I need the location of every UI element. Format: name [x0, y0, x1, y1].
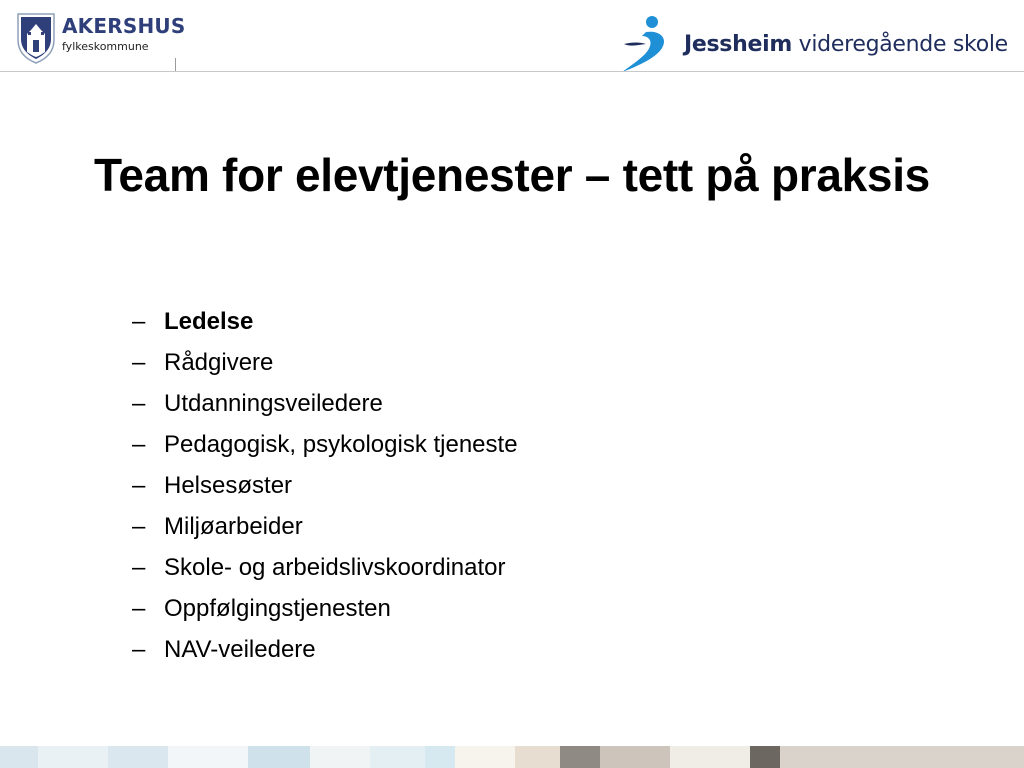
- list-item: [132, 424, 518, 465]
- list-item-text: Pedagogisk, psykologisk tjeneste: [164, 431, 518, 458]
- bullet-list: [132, 301, 518, 670]
- header-divider: [0, 71, 1024, 72]
- akershus-subtitle: fylkeskommune: [62, 40, 149, 53]
- logo-divider: [175, 58, 176, 72]
- footer-strip-segment: [560, 746, 600, 768]
- footer-strip-segment: [455, 746, 515, 768]
- footer-strip-segment: [310, 746, 370, 768]
- footer-strip-segment: [38, 746, 108, 768]
- footer-strip-segment: [515, 746, 560, 768]
- list-item: [132, 588, 518, 629]
- bullet-dash: –: [132, 349, 146, 376]
- jessheim-figure-icon: [618, 14, 678, 74]
- footer-strip-segment: [425, 746, 455, 768]
- list-item-text: Skole- og arbeidslivskoordinator: [164, 554, 506, 581]
- footer-photo-strip: [0, 746, 1024, 768]
- jessheim-name-rest: videregående skole: [791, 32, 1008, 57]
- list-item: [132, 301, 518, 342]
- bullet-dash: –: [132, 431, 146, 458]
- bullet-dash: –: [132, 513, 146, 540]
- slide-header: [0, 0, 1024, 74]
- list-item: [132, 547, 518, 588]
- bullet-dash: –: [132, 390, 146, 417]
- footer-strip-segment: [840, 746, 1024, 768]
- list-item: [132, 465, 518, 506]
- bullet-dash: –: [132, 636, 146, 663]
- footer-strip-segment: [248, 746, 310, 768]
- list-item: [132, 629, 518, 670]
- akershus-logo: [16, 12, 186, 66]
- footer-strip-segment: [780, 746, 840, 768]
- list-item-text: Utdanningsveiledere: [164, 390, 383, 417]
- bullet-dash: –: [132, 595, 146, 622]
- jessheim-name-strong: Jessheim: [684, 32, 792, 57]
- footer-strip-segment: [600, 746, 670, 768]
- list-item-text: Miljøarbeider: [164, 513, 303, 540]
- footer-strip-segment: [750, 746, 780, 768]
- list-item-text: Oppfølgingstjenesten: [164, 595, 391, 622]
- list-item-text: NAV-veiledere: [164, 636, 316, 663]
- list-item: [132, 383, 518, 424]
- footer-strip-segment: [168, 746, 248, 768]
- list-item: [132, 506, 518, 547]
- bullet-dash: –: [132, 308, 146, 335]
- footer-strip-segment: [108, 746, 168, 768]
- list-item-text: Rådgivere: [164, 349, 274, 376]
- footer-strip-segment: [670, 746, 750, 768]
- slide-title: Team for elevtjenester – tett på praksis: [94, 149, 930, 201]
- list-item: [132, 342, 518, 383]
- akershus-name: AKERSHUS: [62, 14, 186, 38]
- jessheim-name: [684, 32, 1008, 57]
- footer-strip-segment: [0, 746, 38, 768]
- bullet-dash: –: [132, 472, 146, 499]
- akershus-coat-of-arms-icon: [16, 12, 56, 64]
- footer-strip-segment: [370, 746, 425, 768]
- jessheim-logo: [618, 14, 1008, 74]
- list-item-text: Ledelse: [164, 308, 254, 335]
- bullet-dash: –: [132, 554, 146, 581]
- list-item-text: Helsesøster: [164, 472, 293, 499]
